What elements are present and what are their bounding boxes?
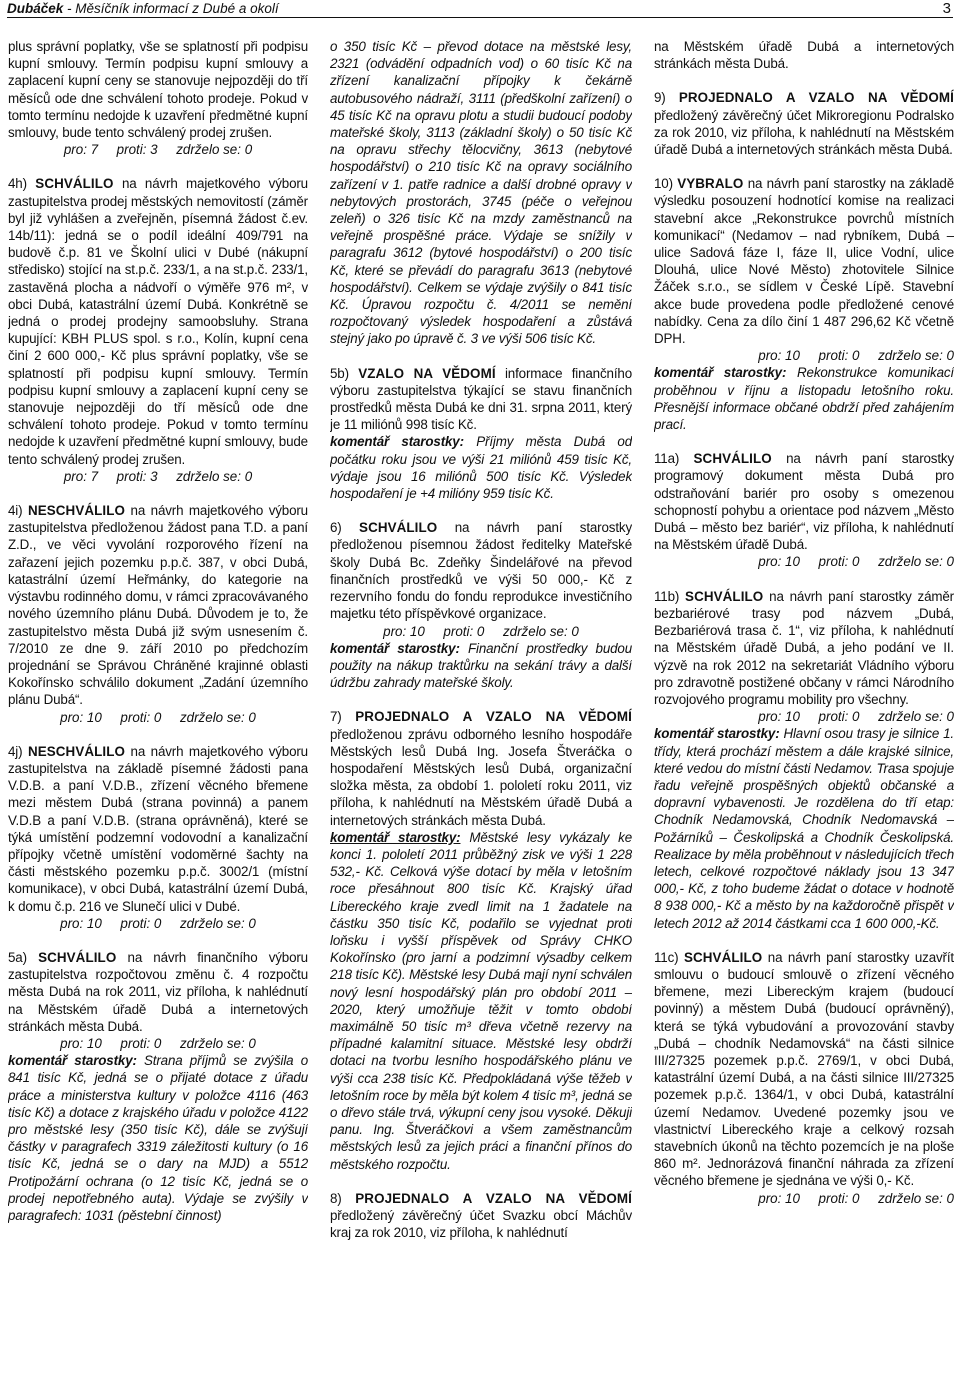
page-number: 3 bbox=[942, 0, 951, 17]
resolution-keyword: SCHVÁLILO bbox=[683, 949, 763, 965]
resolution-keyword: SCHVÁLILO bbox=[359, 520, 438, 536]
vote-result: pro: 7 proti: 3 zdrželo se: 0 bbox=[63, 468, 253, 484]
resolution-6: 6) SCHVÁLILO na návrh paní starostky předloženou písemnou žádost ředitelky Mateřské školy Dubá Bc. Zdeňky Šindelářové na převod finančních prostředků ve výši 50 000,- Kč z rezervního fondu do fondu reprodukce investičního majetku této příspěvkové organizace. bbox=[330, 520, 632, 622]
resolution-keyword: SCHVÁLILO bbox=[693, 451, 772, 467]
resolution-11b: 11b) SCHVÁLILO na návrh paní starostky záměr bezbariérové trasy pod názvem „Dubá, Bezbariérová trasa č. 1“, viz příloha, k nahlédnutí na Městském úřadě Dubá, a jeho podání ve II. výzvě na rok 2012 na sekretariát Vládního výboru pro zdravotně postižené občany v rámci Národního rozvojového programu mobility pro všechny. bbox=[654, 588, 954, 707]
resolution-keyword: SCHVÁLILO bbox=[38, 949, 117, 965]
resolution-keyword: VYBRALO bbox=[677, 176, 744, 192]
resolution-keyword: NESCHVÁLILO bbox=[27, 503, 126, 519]
resolution-4h: 4h) SCHVÁLILO na návrh majetkového výboru zastupitelstva prodej městských nemovitostí (záměr byl již vyhlášen a zveřejněn, písemná žádost č.ev. 14b/11): jedná se o podíl ideální 409/791 na budově č.p. 81 ve Školní ulici v Dubé (nákupní středisko) stojící na st.p.č. 233/1, a na st.p.č. 233/1, zastavěná plocha a nádvoří o výměře 976 m², v obci Dubá, katastrální území Dubá. Konkrétně se jedná o prodej prodejny samoobsluhy. Strana kupující: KBH PLUS spol. s r.o., Kolín, kupní cena činí 2 600 000,- Kč plus správní poplatky, vše se splatností při podpisu kupní smlouvy. Termín podpisu kupní smlouvy a zaplacení kupní ceny se stanovuje nejpozději do tří měsíců ode dne schválení tohoto prodeje. Pokud v tomto termínu nedojde k uzavření předmětné kupní smlouvy, bude tento schválený prodej zrušen. bbox=[8, 176, 308, 467]
resolution-8: 8) PROJEDNALO A VZALO NA VĚDOMÍ předložený závěrečný účet Svazku obcí Máchův kraj za rok 2010, viz příloha, k nahlédnutí bbox=[330, 1190, 632, 1241]
newsletter-title: Dubáček - Měsíčník informací z Dubé a okolí bbox=[7, 1, 279, 16]
column-1 bbox=[8, 38, 308, 1383]
resolution-keyword: SCHVÁLILO bbox=[685, 588, 764, 604]
vote-result: pro: 10 proti: 0 zdrželo se: 0 bbox=[383, 623, 579, 639]
comment-label: komentář starostky: bbox=[330, 640, 460, 656]
comment-label: komentář starostky: bbox=[654, 365, 787, 381]
newsletter-subtitle: - Měsíčník informací z Dubé a okolí bbox=[63, 1, 279, 16]
vote-result: pro: 10 proti: 0 zdrželo se: 0 bbox=[60, 1035, 256, 1051]
resolution-keyword: PROJEDNALO A VZALO NA VĚDOMÍ bbox=[355, 1190, 632, 1206]
resolution-4j: 4j) NESCHVÁLILO na návrh majetkového výboru zastupitelstva na základě písemné žádosti pana V.D.B. a paní V.D.B., zřízení věcného břemene mezi městem Dubá (strana povinná) a panem V.D.B a paní V.D.B. (strana oprávněná), které se týká umístění podzemní vodovodní a kanalizační přípojky včetně umístění vodoměrné šachty na části městského pozemku p.p.č. 3002/1 (místní komunikace), v obci Dubá, katastrální území Dubá, k domu č.p. 216 ve Slunečí ulici v Dubé. bbox=[8, 743, 308, 914]
resolution-keyword: PROJEDNALO A VZALO NA VĚDOMÍ bbox=[678, 90, 954, 106]
vote-result: pro: 10 proti: 0 zdrželo se: 0 bbox=[758, 1190, 954, 1206]
resolution-7: 7) PROJEDNALO A VZALO NA VĚDOMÍ předloženou zprávu odborného lesního hospodáře Městských lesů Dubá Ing. Josefa Štveráčka o hospodaření Městských lesů Dubá, organizační složka města, za období 1. pololetí roku 2011, viz příloha, k nahlédnutí na Městském úřadě Dubá a internetových stránkách města Dubá. bbox=[330, 709, 632, 828]
page-header bbox=[7, 0, 953, 18]
comment-label: komentář starostky: bbox=[654, 726, 780, 742]
resolution-11c: 11c) SCHVÁLILO na návrh paní starostky uzavřít smlouvu o budoucí smlouvě o zřízení věcného břemene, mezi Libereckým krajem (budoucí povinný) a městem Dubá (budoucí oprávněný), která se týká vybudování a provozování stavby „Dubá – chodník Nedamovská“ na části silnice III/27325 pozemek p.p.č. 2769/1, v obci Dubá, katastrální území Dubá, a na části silnice III/27325 pozemek p.p.č. 1364/1, v obci Dubá, katastrální území Nedamov. Uvedené pozemky jsou ve vlastnictví Libereckého kraje a celkový rozsah stavebních úkonů na těchto pozemcích je na ploše 860 m². Jednorázová finanční náhrada za zřízení věcného břemene je sjednána ve výši 0,- Kč. bbox=[654, 949, 954, 1189]
comment-label: komentář starostky: bbox=[330, 829, 461, 845]
mayor-comment: komentář starostky: Příjmy města Dubá od počátku roku jsou ve výši 21 miliónů 459 tisíc Kč, výdaje jsou 16 miliónů 500 tisíc Kč. Výsledek hospodaření je +4 milióny 959 tisíc Kč. bbox=[330, 434, 632, 502]
mayor-comment: komentář starostky: Hlavní osou trasy je silnice 1. třídy, která prochází městem a dále krajské silnice, které vedou do místní části Nedamov. Trasa spojuje řadu veřejně prospěšných objektů občanské a dopravní vybavenosti. Je rozdělena do tří etap: Chodník Nedamovská, Chodník Nedomavská – Požárníků – Českolipská a Chodník Českolipská. Realizace by měla proběhnout v následujících třech letech, celkové rozpočtové náklady jsou 13 347 000,- Kč, z toho budeme žádat o dotace v hodnotě 8 938 000,- Kč a město by na každoročně přispět v letech 2012 až 2014 částkami cca 1 600 000,-Kč. bbox=[654, 726, 954, 931]
paragraph: o 350 tisíc Kč – převod dotace na městské lesy, 2321 (odvádění odpadních vod) o 60 tisíc Kč na zřízení kanalizační přípojky k čekárně autobusového nádraží, 3111 (předškolní zařízení) o 45 tisíc Kč na opravu plotu a studii budoucí podoby mateřské školy, 3113 (základní školy) o 50 tisíc Kč na opravu střechy tělocvičny, 3613 (nebytové hospodářství) o 210 tisíc Kč na opravy sociálního zařízení v 1. patře radnice a další drobné opravy v nebytových prostorách, 3745 (péče o veřejnou zeleň) o 326 tisíc Kč na mzdy zaměstnanců na veřejně prospěšné práce. Výdaje se snížily v paragrafu 3612 (bytové hospodářství) o 200 tisíc Kč, které se převádí do paragrafu 3613 (nebytové hospodářství). Celkem se výdaje zvýšily o 841 tisíc Kč. Úpravou rozpočtu č. 4/2011 se nemění rozpočtovaný výsledek hospodaření a zůstává stejný jako po úpravě č. 3 ve výši 506 tisíc Kč. bbox=[330, 39, 632, 347]
vote-result: pro: 10 proti: 0 zdrželo se: 0 bbox=[60, 915, 256, 931]
comment-label: komentář starostky: bbox=[330, 434, 464, 450]
resolution-keyword: NESCHVÁLILO bbox=[27, 743, 126, 759]
vote-result: pro: 10 proti: 0 zdrželo se: 0 bbox=[758, 709, 954, 725]
resolution-4i: 4i) NESCHVÁLILO na návrh majetkového výboru zastupitelstva předloženou žádost pana T.D. a paní Z.D., ve věci vyvolání rozporového řízení na zařazení jejich pozemku p.p.č. 387, v obci Dubá, katastrální území Heřmánky, do kategorie na výstavbu rodinného domu, v rámci zpracovávaného nového územního plánu Dubá. Důvodem je to, že zastupitelstvo města Dubá již svým usnesením č. 7/2010 ze dne 9. září 2010 po předchozím projednání se Správou Chráněné krajinné oblasti Kokořínsko schválilo dokument „Zadání územního plánu Dubá“. bbox=[8, 503, 308, 708]
resolution-keyword: PROJEDNALO A VZALO NA VĚDOMÍ bbox=[355, 709, 632, 725]
vote-result: pro: 10 proti: 0 zdrželo se: 0 bbox=[758, 348, 954, 364]
resolution-5b: 5b) VZALO NA VĚDOMÍ informace finančního výboru zastupitelstva týkající se stavu finančních prostředků města Dubá ke dni 31. srpna 2011, který je 11 miliónů 998 tisíc Kč. bbox=[330, 365, 632, 433]
mayor-comment: komentář starostky: Strana příjmů se zvýšila o 841 tisíc Kč, jedná se o přijaté dotace z úřadu práce a ministerstva kultury v položce 4116 (463 tisíc Kč) a dotace z krajského úřadu v položce 4122 pro městské lesy (350 tisíc Kč), dále se zvýšují částky v paragrafech 3319 záležitosti kultury (o 16 tisíc Kč, jedná se o dary na MJD) a 5512 Protipožární ochrana (o 12 tisíc Kč, jedná se o prodej nepotřebného auta). Výdaje se zvýšily v paragrafech: 1031 (pěstební činnost) bbox=[8, 1053, 308, 1223]
paragraph: na Městském úřadě Dubá a internetových stránkách města Dubá. bbox=[654, 39, 954, 72]
mayor-comment: komentář starostky: Rekonstrukce komunikací proběhnou v říjnu a listopadu letošního roku. Přesnější informace občané obdrží před zahájením prací. bbox=[654, 365, 954, 433]
article-columns bbox=[0, 38, 960, 1383]
resolution-11a: 11a) SCHVÁLILO na návrh paní starostky programový dokument města Dubá pro odstraňování bariér pro osoby s omezenou schopností pohybu a orientace pod názvem „Město Dubá – město bez bariér“, viz příloha, k nahlédnutí na Městském úřadě Dubá. bbox=[654, 451, 954, 553]
mayor-comment: komentář starostky: Městské lesy vykázaly ke konci 1. pololetí 2011 průběžný zisk ve výši 1 228 532,- Kč. Celková výše dotací by měla v letošním roce přesáhnout 800 tisíc Kč. Krajský úřad Libereckého kraje zvedl limit na 1 žadatele na částku 350 tisíc Kč, podařilo se vyjednat proti loňsku i vyšší příspěvek od Správy CHKO Kokořínsko (pro jarní a podzimní výsadby celkem 218 tisíc Kč). Městské lesy Dubá mají nyní schválen nový lesní hospodářský plán pro období 2011 – 2020, který umožňuje těžit v tomto období maximálně 50 tisíc m³ dřeva včetně rezervy na případné kalamitní situace. Městské lesy obdrží dotaci na tvorbu lesního hospodářského plánu ve výši cca 238 tisíc Kč. Předpokládaná výše těžeb v letošním roce by měla být kolem 4 tisíc m³, jedná se o dřevo stále trvá, výkupní ceny jsou vysoké. Děkuji panu. Ing. Štveráčkovi a všem zaměstnancům městských lesů za jejich práci a finanční přínos do městského rozpočtu. bbox=[330, 829, 632, 1172]
vote-result: pro: 7 proti: 3 zdrželo se: 0 bbox=[63, 142, 253, 158]
vote-result: pro: 10 proti: 0 zdrželo se: 0 bbox=[60, 709, 256, 725]
resolution-keyword: VZALO NA VĚDOMÍ bbox=[358, 365, 496, 381]
vote-result: pro: 10 proti: 0 zdrželo se: 0 bbox=[758, 554, 954, 570]
mayor-comment: komentář starostky: Finanční prostředky budou použity na nákup traktůrku na sekání trávy a další údržbu zahrady mateřské školy. bbox=[330, 640, 632, 691]
resolution-10: 10) VYBRALO na návrh paní starostky na základě výsledku posouzení hodnotící komise na realizaci stavební akce „Rekonstrukce povrchů místních komunikací“ (Nedamov – nad rybníkem, Dubá – ulice Sadová fáze I, fáze II, ulice Vodní, ulice Dlouhá, ulice Nové Město) zhotovitele Silnice Žáček s.r.o., se sídlem v České Lípě. Stavební akce bude provedena podle předložené cenové nabídky. Cena za dílo činí 1 487 296,62 Kč včetně DPH. bbox=[654, 176, 954, 347]
resolution-5a: 5a) SCHVÁLILO na návrh finančního výboru zastupitelstva rozpočtovou změnu č. 4 rozpočtu města Dubá na rok 2011, viz příloha, k nahlédnutí na Městském úřadě Dubá a internetových stránkách města Dubá. bbox=[8, 949, 308, 1034]
resolution-9: 9) PROJEDNALO A VZALO NA VĚDOMÍ předložený závěrečný účet Mikroregionu Podralsko za rok 2010, viz příloha, k nahlédnutí na Městském úřadě Dubá a internetových stránkách města Dubá. bbox=[654, 90, 954, 158]
column-3 bbox=[654, 38, 954, 1383]
paragraph: plus správní poplatky, vše se splatností při podpisu kupní smlouvy. Termín podpisu kupní smlouvy a zaplacení kupní ceny se stanovuje nejpozději do tří měsíců ode dne schválení tohoto prodeje. Pokud v tomto termínu nedojde k uzavření předmětné kupní smlouvy, bude tento schválený prodej zrušen. bbox=[8, 39, 308, 141]
column-2 bbox=[330, 38, 632, 1383]
resolution-keyword: SCHVÁLILO bbox=[35, 176, 114, 192]
comment-label: komentář starostky: bbox=[8, 1053, 137, 1069]
